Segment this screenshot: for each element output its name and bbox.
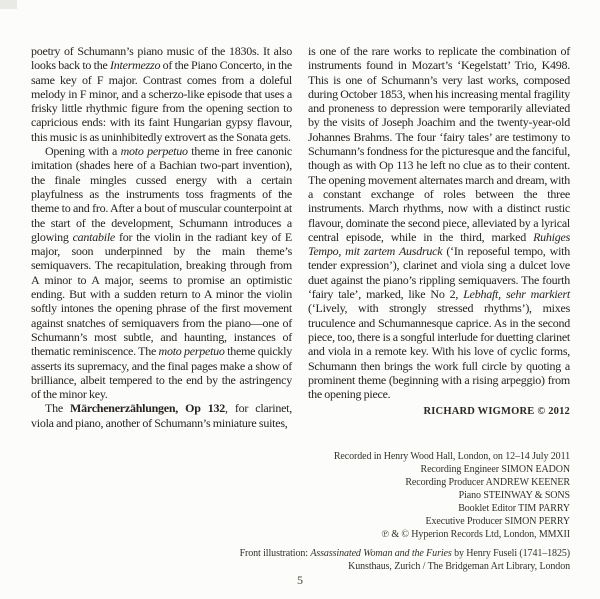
credit-line-copyright: ℗ & © Hyperion Records Ltd, London, MMXII [381, 529, 570, 540]
scan-corner-artifact [0, 0, 17, 9]
paragraph-maerchenerzaehlungen: The Märchenerzählungen, Op 132, for clarinet, viola and piano, another of Schumann’s miniature suites, [31, 401, 292, 430]
page-number: 5 [297, 573, 303, 587]
paragraph-sonata-continuation: poetry of Schumann’s piano music of the 1830s. It also looks back to the Intermezzo of the Piano Concerto, in the same key of F major. Contrast comes from a doleful melody in F minor, and a scherzo-like episode that uses a frisky little rhythmic figure from the opening section to capricious ends: with its faint Hungarian gypsy flavour, this music is as uninhibitedly extrovert as the Sonata gets. [31, 44, 292, 144]
credits-block [240, 450, 570, 573]
credit-line-art-library: Kunsthaus, Zurich / The Bridgeman Art Library, London [348, 561, 570, 572]
credit-line-engineer: Recording Engineer SIMON EADON [420, 464, 570, 475]
right-text-column [308, 44, 570, 417]
paragraph-fairy-tales: is one of the rare works to replicate the combination of instruments found in Mozart’s ‘Kegelstatt’ Trio, K498. This is one of Schumann’s very last works, composed during October 1853, when his increasing mental fragility and proneness to depression were temporarily alleviated by the visits of Joseph Joachim and the twenty-year-old Johannes Brahms. The four ‘fairy tales’ are testimony to Schumann’s fondness for the picturesque and the fanciful, though as with Op 113 he left no clue as to their content. The opening movement alternates march and dream, with a constant exchange of roles between the three instruments. March rhythms, now with a distinct rustic flavour, dominate the second piece, alleviated by a lyrical central episode, while in the third, marked Ruhiges Tempo, mit zartem Ausdruck (‘In reposeful tempo, with tender expression’), clarinet and viola sing a dulcet love duet against the piano’s rippling semiquavers. The fourth ‘fairy tale’, marked, like No 2, Lebhaft, sehr markiert (‘Lively, with strongly stressed rhythms’), mixes truculence and Schumannesque caprice. As in the second piece, too, there is a songful interlude for duetting clarinet and viola in a remote key. With his love of cyclic forms, Schumann then brings the work full circle by quoting a prominent theme (beginning with a rising arpeggio) from the opening piece. [308, 44, 570, 402]
credit-line-front-illustration: Front illustration: Assassinated Woman and the Furies by Henry Fuseli (1741–1825) [239, 548, 570, 559]
credit-line-piano: Piano STEINWAY & SONS [458, 490, 570, 501]
paragraph-moto-perpetuo: Opening with a moto perpetuo theme in free canonic imitation (shades here of a Bachian two-part invention), the finale mingles cussed energy with a certain playfulness as the instruments toss fragments of the theme to and fro. After a bout of muscular counterpoint at the start of the development, Schumann introduces a glowing cantabile for the violin in the radiant key of E major, soon underpinned by the main theme’s semiquavers. The recapitulation, breaking through from A minor to A major, seems to promise an optimistic ending. But with a sudden return to A minor the violin softly intones the opening phrase of the first movement against snatches of semiquavers from the piano—one of Schumann’s most subtle, and haunting, instances of thematic reminiscence. The moto perpetuo theme quickly asserts its supremacy, and the final pages make a show of brilliance, albeit tempered to the end by the astringency of the minor key. [31, 144, 293, 402]
credit-line-producer: Recording Producer ANDREW KEENER [405, 477, 570, 488]
credit-line-booklet-editor: Booklet Editor TIM PARRY [458, 503, 570, 514]
credit-line-executive-producer: Executive Producer SIMON PERRY [425, 516, 570, 527]
author-byline: RICHARD WIGMORE © 2012 [423, 406, 570, 418]
credit-line-recorded: Recorded in Henry Wood Hall, London, on 12–14 July 2011 [333, 451, 570, 462]
left-text-column [31, 44, 292, 430]
